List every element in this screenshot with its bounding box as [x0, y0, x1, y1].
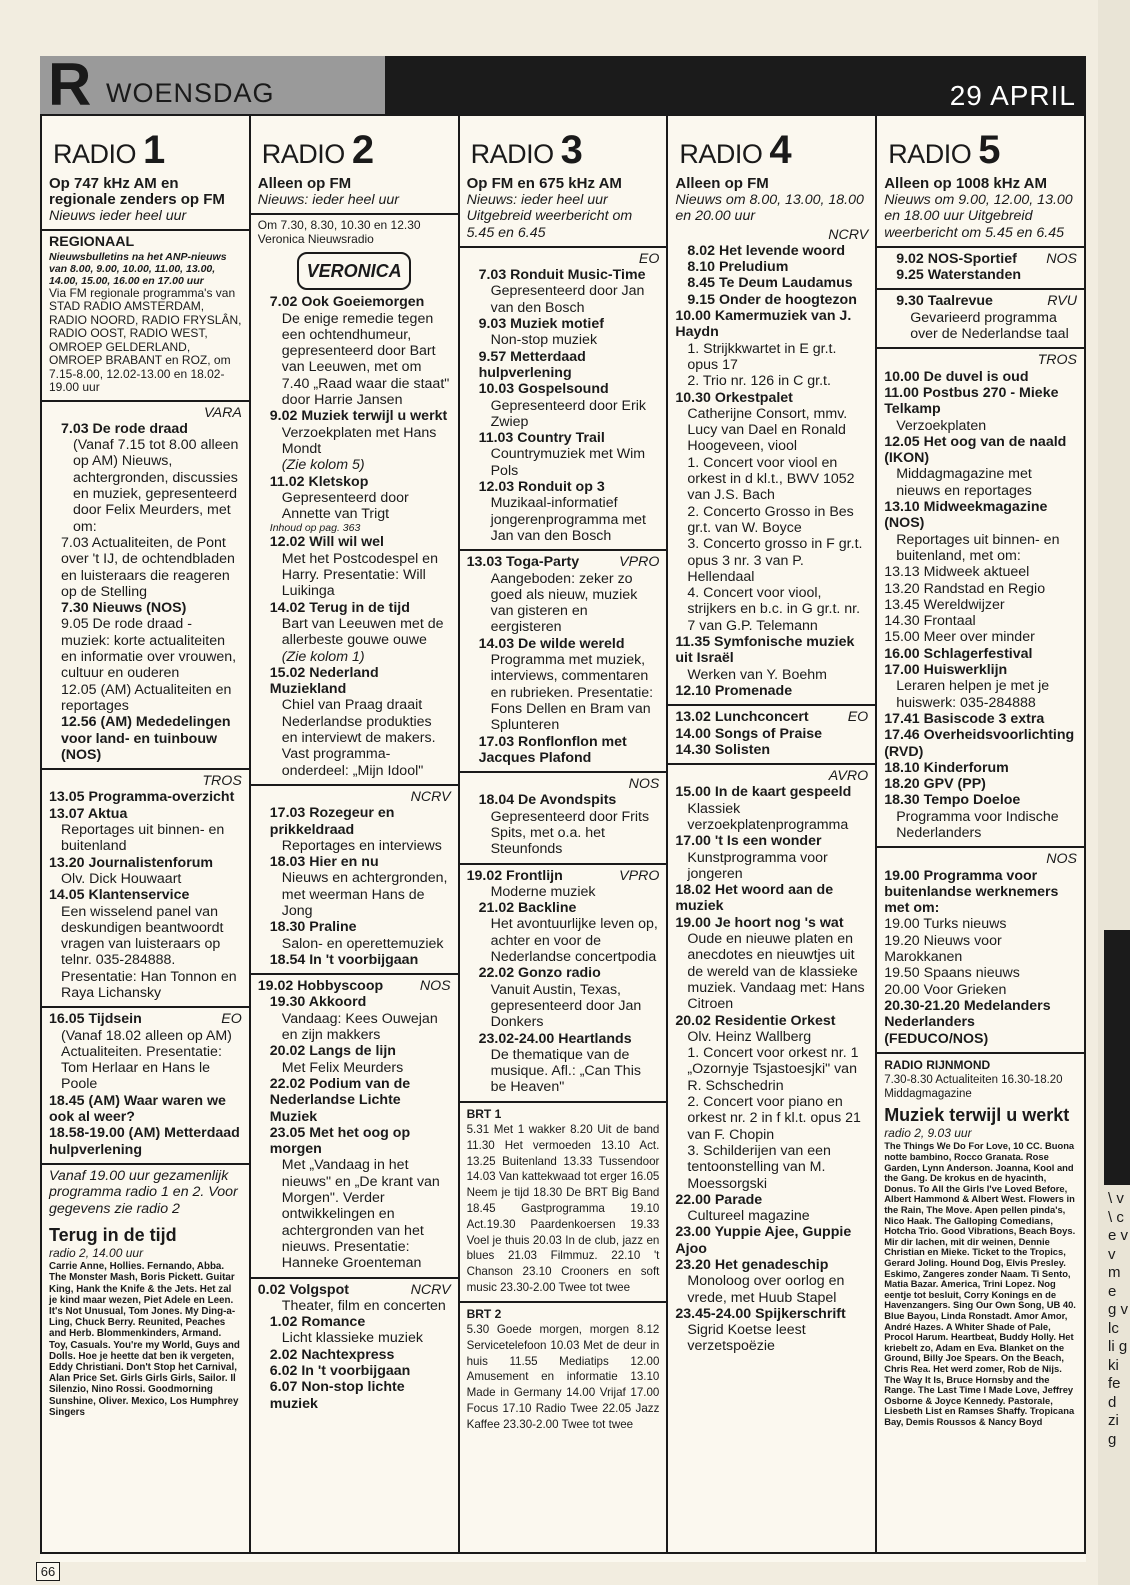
program-desc: Olv. Heinz Wallberg	[687, 1028, 812, 1045]
program-title: 13.05 Programma-overzicht	[49, 789, 235, 806]
program-desc: Gepresenteerd door Jan van den Bosch	[490, 283, 645, 316]
program-sub: 15.00 Meer over minder	[884, 629, 1035, 646]
program-title: 19.02 Frontlijn	[466, 867, 563, 884]
broadcaster: TROS	[1037, 352, 1077, 369]
program-desc: Klassiek verzoekplatenprogramma	[687, 800, 849, 833]
program-desc: Olv. Dick Houwaart	[61, 870, 182, 887]
program-item	[467, 554, 660, 570]
playlist-title: Muziek terwijl u werkt	[884, 1105, 1070, 1126]
program-title: 9.57 Metterdaad hulpverlening	[478, 348, 586, 381]
program-desc: Kunstprogramma voor jongeren	[687, 849, 828, 882]
program-desc: Nieuws en achtergronden, met weerman Hans de Jong	[281, 870, 448, 919]
program-list	[467, 792, 660, 857]
divider	[668, 704, 875, 706]
program-title: 23.05 Met het oog op morgen	[269, 1124, 411, 1158]
program-desc: Werken van Y. Boehm	[687, 666, 827, 683]
program-title: 8.02 Het levende woord	[687, 242, 846, 259]
brt2-heading: BRT 2	[466, 1306, 502, 1321]
program-desc: De thematique van de musique. Afl.: „Can This be Heaven"	[490, 1046, 641, 1096]
divider	[877, 846, 1084, 848]
program-title: 21.02 Backline	[478, 900, 577, 917]
divider	[42, 400, 249, 402]
adjacent-page-text: \ v \ c e v v m e g v lc li g ki fe d zi g	[1108, 1190, 1129, 1448]
program-title: 23.45-24.00 Spijkerschrift	[675, 1305, 846, 1322]
program-desc: Leraren helpen je met je huiswerk: 035-284888	[896, 678, 1050, 711]
program-desc: Aangeboden: zeker zo goed als nieuw, muziek van gisteren en eergisteren	[490, 570, 638, 636]
program-sub: 20.00 Voor Grieken	[884, 981, 1007, 998]
program-title: 18.30 Tempo Doeloe	[884, 792, 1021, 809]
news-note: Nieuws: ieder heel uur Uitgebreid weerbericht om 5.45 en 6.45	[466, 192, 633, 241]
program-desc: Met het Postcodespel en Harry. Presentatie: Will Luikinga	[281, 550, 438, 600]
program-title: 22.00 Parade	[675, 1191, 763, 1208]
frequency: Alleen op 1008 kHz AM	[884, 175, 1048, 192]
program-sub: 13.45 Wereldwijzer	[884, 596, 1005, 613]
divider	[251, 784, 458, 786]
program-title: 18.02 Het woord aan de muziek	[675, 882, 834, 915]
program-title: 13.10 Midweekmagazine (NOS)	[884, 499, 1048, 532]
program-title: 17.00 Huiswerklijn	[884, 662, 1008, 679]
column-radio-1	[42, 116, 251, 1552]
program-title: 10.30 Orkestpalet	[675, 389, 793, 406]
rijnmond-schedule: 7.30-8.30 Actualiteiten 16.30-18.20 Middagmagazine	[884, 1074, 1063, 1101]
program-title: 19.00 Je hoort nog 's wat	[675, 914, 844, 931]
program-title: 14.30 Solisten	[675, 741, 771, 758]
divider	[877, 246, 1084, 248]
program-desc: Sigrid Koetse leest verzetspoëzie	[687, 1322, 806, 1355]
program-title: 23.20 Het genadeschip	[675, 1257, 829, 1273]
program-title: 22.02 Gonzo radio	[478, 965, 601, 982]
program-desc: Theater, film en concerten	[281, 1297, 446, 1314]
program-title: 14.02 Terug in de tijd	[269, 599, 410, 616]
news-times: Om 7.30, 8.30, 10.30 en 12.30 Veronica Nieuwsradio	[257, 218, 421, 247]
divider	[251, 973, 458, 975]
program-sub: 13.13 Midweek aktueel	[884, 564, 1030, 581]
program-title: 22.02 Podium van de Nederlandse Lichte Muziek	[269, 1075, 411, 1125]
program-title: 14.05 Klantenservice	[49, 887, 190, 904]
divider	[42, 1163, 249, 1165]
broadcaster: RVU	[1047, 293, 1077, 310]
channel-title: RADIO 2	[261, 128, 374, 172]
playlist-list: The Things We Do For Love, 10 CC. Buona notte bambino, Rocco Granata. Rose Garden, Lynn Anderson. Joanna, Kool and the Gang. De krokus en de hyacinth, Donus. To All the Girls I've Loved Before, Albert Hammond & Albert West. Flowers in the Rain, The Move. Apen pellen pinda's, Nico Haak. The Galloping Comedians, Hotcha Trio. Good Vibrations, Beach Boys. Mir dir lachen, mit dir weinen, Dennie Christian en Mieke. Ticket to the Tropics, Gerard Joling. Hound Dog, Elvis Presley. Eskimo, Zangeres zonder Naam. Ti Sento, Matia Bazar. America, Trini Lopez. Nog eentje tot besluit, Corry Konings en de Havenzangers. Sing Our Own Song, UB 40. Blue Bayou, Linda Ronstadt. Amor Amor, André Hazes. A Whiter Shade of Pale, Procol Harum. Heartbeat, Buddy Holly. Het kriebelt zo, Adam en Eva. Blanket on the Ground, Billy Joe Spears. On the Beach, Chris Rea. Het werd zomer, Rob de Nijs. The Way It Is, Bruce Hornsby and the Range. The Last Time I Made Love, Jeffrey Osborne & Joyce Kennedy. Pastorale, Liesbeth List en Ramses Shaffy. Tropicana Bay, Demis Roussos & Nancy Boyd	[884, 1140, 1076, 1427]
divider	[460, 1101, 667, 1103]
broadcaster: NOS	[1046, 851, 1077, 868]
program-title: 10.00 Kamermuziek van J. Haydn	[675, 308, 852, 341]
broadcaster: EO	[847, 709, 869, 726]
channel-title: RADIO 4	[679, 128, 792, 172]
program-desc: Middagmagazine met nieuws en reportages	[896, 466, 1032, 499]
broadcaster: EO	[638, 250, 660, 267]
program-title: 11.00 Postbus 270 - Mieke Telkamp	[884, 384, 1059, 418]
program-desc: Vandaag: Kees Ouwejan en zijn makkers	[281, 1010, 438, 1044]
program-title: 11.02 Kletskop	[269, 473, 369, 490]
program-title: 8.45 Te Deum Laudamus	[687, 275, 853, 292]
divider	[460, 246, 667, 248]
column-radio-4	[668, 116, 877, 1552]
program-item	[49, 1011, 242, 1027]
program-title: 9.02 Muziek terwijl u werkt	[269, 408, 448, 425]
veronica-logo: VERONICA	[297, 252, 411, 290]
program-title: 11.35 Symfonische muziek uit Israël	[675, 634, 855, 667]
program-title: 14.00 Songs of Praise	[675, 725, 823, 742]
program-desc: Met „Vandaag in het nieuws" en „De krant van Morgen". Verder ontwikkelingen en achtergronden van het nieuws. Presentatie: Hanneke Groenteman	[281, 1157, 440, 1272]
program-sub: 13.20 Randstad en Regio	[884, 580, 1046, 597]
program-title: 14.03 De wilde wereld	[478, 635, 625, 652]
broadcaster: NCRV	[828, 226, 869, 243]
divider	[460, 863, 667, 865]
program-title: 17.03 Ronflonflon met Jacques Plafond	[478, 733, 627, 766]
program-title: 18.45 (AM) Waar waren we ook al weer?	[49, 1092, 226, 1126]
program-title: 12.05 Het oog van de naald (IKON)	[884, 433, 1067, 467]
program-title: 7.03 Ronduit Music-Time	[478, 267, 646, 284]
frequency: Alleen op FM	[675, 175, 769, 192]
broadcaster: NOS	[1046, 250, 1077, 267]
program-sub: 7.30 Nieuws (NOS)	[61, 600, 187, 617]
divider	[877, 1052, 1084, 1054]
brt2-schedule: 5.30 Goede morgen, morgen 8.12 Servicetelefoon 10.03 Met de deur in huis 11.55 Mediatips 12.00 Amusement en informatie 13.10 Made in Germany 14.00 Vrijaf 17.00 Focus 17.10 Radio Twee 22.05 Jazz Kaffee 23.30-2.00 Twee tot twee	[466, 1323, 660, 1431]
news-note: Nieuws: ieder heel uur	[257, 192, 399, 208]
program-title: 18.20 GPV (PP)	[884, 776, 986, 793]
program-note: (Zie kolom 1)	[281, 648, 365, 665]
program-desc: Verzoekplaten met Hans Mondt	[281, 424, 437, 457]
program-list	[258, 294, 451, 779]
regional-body: Via FM regionale programma's van STAD RADIO AMSTERDAM, RADIO NOORD, RADIO FRYSLÂN, RADIO OOST, RADIO WEST, OMROEP GELDERLAND, OMROEP BRABANT en ROZ, om 7.15-8.00, 12.02-13.00 en 18.02-19.00 uur	[49, 285, 242, 395]
header-day: WOENSDAG	[106, 78, 275, 108]
playlist-list: Carrie Anne, Hollies. Fernando, Abba. The Monster Mash, Boris Pickett. Guitar King, Hank the Knife & the Jets. Het zal je kind maar wezen, Piet Adele en Leen. It's Not Unusual, Tom Jones. My Ding-a-Ling, Chuck Berry. Reunited, Peaches and Herb. Blommenkinders, Armand. Toy, Casuals. You're my World, Guys and Dolls. Hoe je heette dat ben ik vergeten, Eddy Christiani. Don't Stop het Carnival, Alan Price Set. Girls Girls Girls, Sailor. Il Silenzio, Nino Rossi. Goodmorning Sunshine, Oliver. Mexico, Los Humphrey Singers	[49, 1261, 240, 1418]
program-desc: Programma voor Indische Nederlanders	[896, 808, 1059, 841]
program-title: 12.02 Will wil wel	[269, 534, 385, 551]
program-desc: 3. Concerto grosso in F gr.t. opus 3 nr. 3 van P. Hellendaal	[687, 536, 863, 585]
program-title: 9.25 Waterstanden	[896, 267, 1022, 284]
playlist-subtitle: radio 2, 9.03 uur	[884, 1126, 972, 1141]
program-title: 17.46 Overheidsvoorlichting (RVD)	[884, 727, 1075, 760]
program-list	[467, 571, 660, 767]
divider	[251, 1277, 458, 1279]
program-desc: (Vanaf 18.02 alleen op AM) Actualiteiten. Presentatie: Tom Herlaar en Hans le Poole	[61, 1027, 232, 1093]
program-desc: Chiel van Praag draait Nederlandse produkties en interviewt de makers. Vast programma-onderdeel: „Mijn Idool"	[281, 697, 436, 779]
program-item	[49, 421, 242, 763]
program-desc: Reportages uit binnen- en buitenland, met om:	[896, 531, 1060, 564]
section-letter: R	[48, 51, 92, 118]
program-title: 17.03 Rozegeur en prikkeldraad	[269, 805, 395, 838]
program-title: 2.02 Nachtexpress	[269, 1346, 395, 1363]
divider	[42, 1006, 249, 1008]
program-desc: Een wisselend panel van deskundigen beantwoordt vragen van luisteraars op telnr. 035-284888. Presentatie: Han Tonnon en Raya Lichansky	[61, 903, 237, 1001]
brt1-heading: BRT 1	[466, 1106, 502, 1121]
program-title: 10.03 Gospelsound	[478, 381, 609, 398]
program-title: 17.00 't Is een wonder	[675, 833, 822, 850]
program-title: 20.02 Residentie Orkest	[675, 1012, 836, 1029]
schedule-grid	[40, 114, 1086, 1554]
frequency: Alleen op FM	[257, 175, 352, 192]
program-title: 6.02 In 't voorbijgaan	[269, 1363, 411, 1379]
broadcaster: AVRO	[828, 768, 869, 785]
divider	[460, 1301, 667, 1303]
broadcaster: NCRV	[410, 788, 451, 805]
brt1-schedule: 5.31 Met 1 wakker 8.20 Uit de band 11.30 Het vermoeden 13.10 Act. 13.25 Buitenland 13.33 Tussendoor 14.03 Van kattekwaad tot erger 16.05 Neem je tijd 18.30 De BRT Big Band 18.45 Gastprogramma 19.10 Act.19.30 Paardenkoersen 19.33 Voel je thuis 20.03 In de club, jazz en blues 21.03 Filmmuz. 22.10 't Chanson 23.10 Crooners en soft music 23.30-2.00 Twee tot twee	[466, 1123, 660, 1294]
program-desc: Het avontuurlijke leven op, achter en voor de Nederlandse concertpodia	[490, 916, 658, 966]
channel-title: RADIO 5	[888, 128, 1000, 172]
header-left-band	[40, 51, 385, 118]
program-desc: Reportages en interviews	[281, 837, 442, 854]
program-desc: Cultureel magazine	[687, 1208, 810, 1225]
program-title: 13.07 Aktua	[49, 805, 128, 822]
program-desc: Oude en nieuwe platen en anecdotes en nieuwtjes uit de wereld van de klassieke muziek. Vandaag met: Hans Citroen	[687, 931, 865, 1013]
program-note: (Zie kolom 5)	[281, 457, 365, 474]
program-sub: 19.50 Spaans nieuws	[884, 965, 1020, 982]
program-desc: Gepresenteerd door Erik Zwiep	[490, 397, 646, 430]
broadcaster: TROS	[202, 773, 242, 790]
program-title: 18.04 De Avondspits	[478, 792, 617, 809]
program-desc: De enige remedie tegen een ochtendhumeur, gepresenteerd door Bart van Leeuwen, met om 7.40 „Raad waar die staat" door Harrie Jansen	[281, 310, 450, 409]
program-title: 19.02 Hobbyscoop	[257, 978, 384, 995]
program-item	[884, 293, 1077, 309]
program-title: 7.03 De rode draad	[61, 420, 188, 437]
program-title: 18.58-19.00 (AM) Metterdaad hulpverlening	[49, 1125, 240, 1158]
program-title: 13.20 Journalistenforum	[49, 854, 213, 871]
header-right-band	[385, 56, 1086, 114]
frequency: Op FM en 675 kHz AM	[466, 175, 622, 192]
column-radio-3	[460, 116, 669, 1552]
program-desc: 1. Concert voor orkest nr. 1 „Ozornyje Tsjastoesjki" van R. Schschedrin	[687, 1045, 859, 1094]
program-desc: Moderne muziek	[490, 883, 596, 900]
broadcaster: NOS	[419, 978, 451, 995]
program-item	[884, 251, 1077, 267]
program-sub: 14.30 Frontaal	[884, 613, 976, 630]
program-title: 12.10 Promenade	[675, 682, 793, 699]
program-sub: 12.05 (AM) Actualiteiten en reportages	[61, 681, 232, 714]
broadcaster: VPRO	[619, 867, 660, 884]
program-list	[258, 805, 451, 968]
divider	[251, 213, 458, 215]
header-date: 29 APRIL	[949, 80, 1076, 111]
program-desc: 2. Concerto Grosso in Bes gr.t. van W. Boyce	[687, 503, 854, 536]
column-radio-2	[251, 116, 460, 1552]
program-title: 19.00 Programma voor buitenlandse werknemers met om:	[884, 867, 1059, 917]
program-sub: 7.03 Actualiteiten, de Pont over 't IJ, de ochtendbladen en luisteraars die reageren op de Stelling	[61, 534, 235, 600]
program-title: 16.05 Tijdsein	[49, 1011, 142, 1028]
program-desc: Gepresenteerd door Frits Spits, met o.a. het Steunfonds	[490, 808, 650, 858]
program-title: 15.00 In de kaart gespeeld	[675, 784, 852, 801]
regional-heading: REGIONAAL	[49, 234, 135, 251]
tv-guide-page	[40, 51, 1086, 1562]
program-list	[467, 267, 660, 544]
news-note: Nieuws ieder heel uur	[49, 208, 187, 224]
channel-title: RADIO 3	[470, 128, 583, 172]
regional-note: Nieuwsbulletins na het ANP-nieuws van 8.00, 9.00, 10.00, 11.00, 13.00, 14.00, 15.00, 16.00 en 17.00 uur	[49, 250, 227, 287]
program-desc: Monoloog over oorlog en vrede, met Huub Stapel	[687, 1273, 845, 1306]
program-title: 7.02 Ook Goeiemorgen	[269, 294, 425, 311]
broadcaster: VPRO	[619, 554, 660, 571]
divider	[668, 763, 875, 765]
program-item	[49, 789, 242, 1001]
joint-program-note: Vanaf 19.00 uur gezamenlijk programma radio 1 en 2. Voor gegevens zie radio 2	[49, 1167, 238, 1217]
program-desc: Licht klassieke muziek	[281, 1330, 423, 1347]
program-sub: 19.20 Nieuws voor Marokkanen	[884, 932, 1002, 966]
divider	[460, 549, 667, 551]
program-title: 16.00 Schlagerfestival	[884, 645, 1033, 662]
program-title: 12.56 (AM) Mededelingen voor land- en tuinbouw (NOS)	[61, 714, 231, 763]
program-item	[258, 1282, 451, 1298]
program-desc: Vanuit Austin, Texas, gepresenteerd door Jan Donkers	[490, 981, 642, 1031]
news-note: Nieuws om 8.00, 13.00, 18.00 en 20.00 uur	[675, 192, 864, 225]
program-title: 10.00 De duvel is oud	[884, 368, 1029, 385]
program-desc: 1. Concert voor viool en orkest in d kl.t., BWV 1052 van J.S. Bach	[687, 454, 855, 504]
program-title: 20.30-21.20 Medelanders Nederlanders (FEDUCO/NOS)	[884, 997, 1051, 1047]
program-sub: 19.00 Turks nieuws	[884, 916, 1007, 933]
playlist-subtitle: radio 2, 14.00 uur	[49, 1245, 144, 1260]
program-title: 15.02 Nederland Muziekland	[269, 664, 379, 698]
frequency: Op 747 kHz AM en regionale zenders op FM	[49, 175, 225, 208]
news-note: Nieuws om 9.00, 12.00, 13.00 en 18.00 uur Uitgebreid weerbericht om 5.45 en 6.45	[884, 192, 1073, 241]
program-desc: (Vanaf 7.15 tot 8.00 alleen op AM) Nieuws, achtergronden, discussies en muziek, gepresenteerd door Felix Meurders, met om:	[73, 437, 239, 535]
divider	[42, 768, 249, 770]
divider	[42, 229, 249, 231]
program-title: 18.03 Hier en nu	[269, 854, 379, 871]
broadcaster: NCRV	[410, 1281, 451, 1298]
page-number: 66	[36, 1562, 60, 1581]
program-desc: Muzikaal-informatief jongerenprogramma met Jan van den Bosch	[490, 495, 646, 544]
program-desc: 3. Schilderijen van een tentoonstelling van M. Moessorgski	[687, 1142, 831, 1192]
playlist-title: Terug in de tijd	[49, 1224, 177, 1245]
broadcaster: NOS	[628, 776, 660, 793]
channel-title: RADIO 1	[53, 128, 165, 172]
program-title: 23.00 Yuppie Ajee, Guppie Ajoo	[675, 1224, 852, 1257]
divider	[877, 288, 1084, 290]
program-desc: Met Felix Meurders	[281, 1059, 404, 1076]
adjacent-page-black-bar	[1104, 930, 1130, 1185]
program-desc: Non-stop muziek	[490, 332, 598, 349]
program-desc: Bart van Leeuwen met de allerbeste gouwe ouwe	[281, 615, 444, 649]
program-title: 9.02 NOS-Sportief	[896, 250, 1017, 267]
program-desc: Verzoekplaten	[896, 417, 987, 434]
program-desc: 4. Concert voor viool, strijkers en b.c. in G gr.t. nr. 7 van G.P. Telemann	[687, 585, 861, 634]
program-desc: Countrymuziek met Wim Pols	[490, 446, 646, 479]
program-title: 9.15 Onder de hoogtezon	[687, 291, 857, 308]
program-list	[467, 884, 660, 1096]
program-desc: Programma met muziek, interviews, commentaren en rubrieken. Presentatie: Fons Dellen en Bram van Splunteren	[490, 652, 654, 734]
page-header	[40, 51, 1086, 118]
program-desc: Reportages uit binnen- en buitenland	[61, 822, 225, 855]
program-title: 13.03 Toga-Party	[466, 554, 580, 571]
program-item	[675, 709, 868, 725]
program-desc: Gepresenteerd door Annette van Trigt	[281, 489, 409, 523]
program-desc: Salon- en operettemuziek	[281, 935, 444, 952]
program-list	[258, 1298, 451, 1412]
program-title: 18.54 In 't voorbijgaan	[269, 951, 419, 968]
program-title: 0.02 Volgspot	[257, 1281, 349, 1298]
divider	[460, 771, 667, 773]
page-reference: Inhoud op pag. 363	[269, 522, 361, 535]
program-desc: Gevarieerd programma over de Nederlandse taal	[910, 309, 1069, 343]
program-desc: 2. Trio nr. 126 in C gr.t.	[687, 373, 831, 390]
program-title: 23.02-24.00 Heartlands	[478, 1030, 632, 1047]
program-title: 18.10 Kinderforum	[884, 759, 1009, 776]
program-title: 20.02 Langs de lijn	[269, 1043, 396, 1060]
program-title: 11.03 Country Trail	[478, 430, 605, 447]
program-list	[675, 243, 868, 308]
program-list	[258, 994, 451, 1271]
program-title: 1.02 Romance	[269, 1314, 366, 1331]
program-title: 13.02 Lunchconcert	[675, 709, 809, 726]
program-title: 18.30 Praline	[269, 919, 357, 936]
program-item	[467, 868, 660, 884]
broadcaster: EO	[221, 1011, 242, 1028]
program-item	[258, 978, 451, 994]
program-title: 9.03 Muziek motief	[478, 316, 604, 333]
program-title: 8.10 Preludium	[687, 259, 789, 276]
program-title: 12.03 Ronduit op 3	[478, 479, 605, 496]
rijnmond-heading: RADIO RIJNMOND	[884, 1057, 991, 1072]
broadcaster: VARA	[203, 404, 242, 421]
program-title: 17.41 Basiscode 3 extra	[884, 710, 1045, 727]
divider	[877, 347, 1084, 349]
program-title: 6.07 Non-stop lichte muziek	[269, 1379, 405, 1412]
program-sub: 9.05 De rode draad - muziek: korte actualiteiten en informatie over vrouwen, cultuur en ouderen	[61, 616, 237, 682]
column-radio-5	[877, 116, 1084, 1552]
program-desc: 2. Concert voor piano en orkest nr. 2 in f kl.t. opus 21 van F. Chopin	[687, 1094, 861, 1143]
program-title: 9.30 Taalrevue	[896, 293, 993, 310]
program-title: 19.30 Akkoord	[269, 994, 367, 1011]
program-desc: Catherijne Consort, mmv. Lucy van Dael en Ronald Hoogeveen, viool	[687, 405, 848, 455]
program-desc: 1. Strijkkwartet in E gr.t. opus 17	[687, 340, 837, 373]
